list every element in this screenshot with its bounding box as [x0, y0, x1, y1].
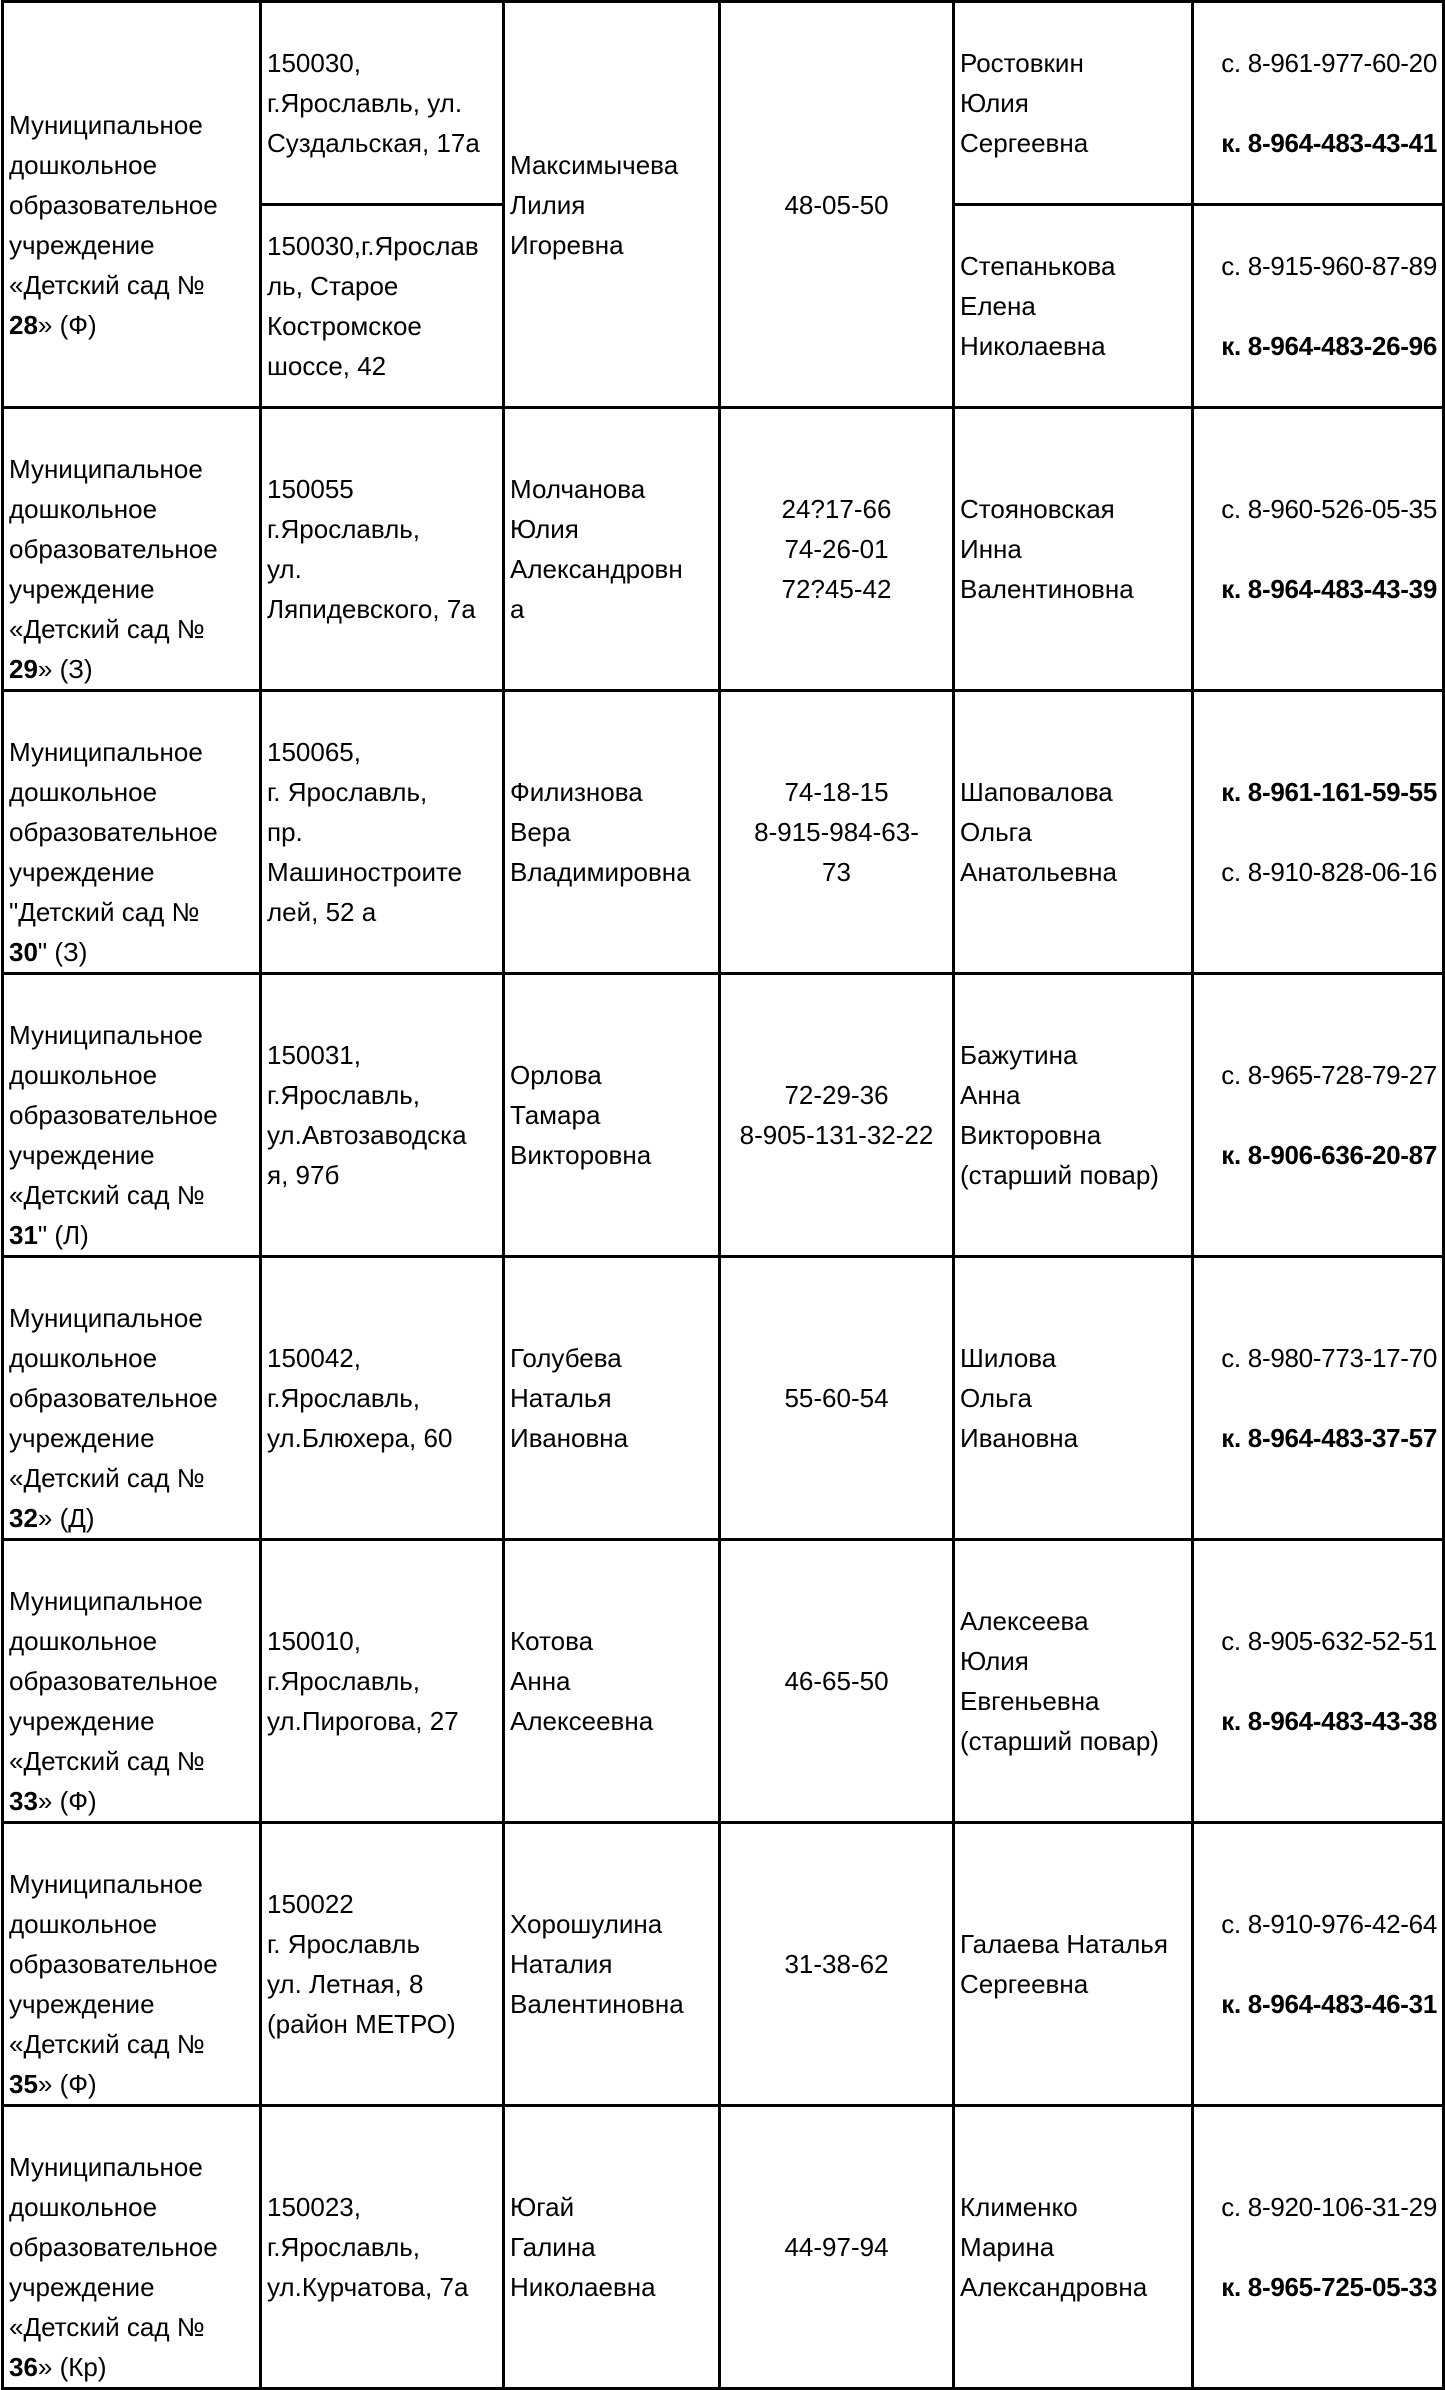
- table-row-33: [3, 1540, 1444, 1823]
- institution-name: Муниципальное дошкольное образовательное учреждение «Детский сад № 33» (Ф): [3, 1540, 261, 1823]
- table-row-31: [3, 974, 1444, 1257]
- address-cell: 150031, г.Ярославль, ул.Автозаводска я, 97б: [261, 974, 504, 1257]
- cook-name: Шаповалова Ольга Анатольевна: [954, 691, 1193, 974]
- phone-number: 55-60-54: [720, 1257, 954, 1540]
- mobile-numbers: с. 8-961-977-60-20 к. 8-964-483-43-41: [1193, 2, 1444, 205]
- phone-number: 74-18-15 8-915-984-63- 73: [720, 691, 954, 974]
- mobile-numbers: с. 8-915-960-87-89 к. 8-964-483-26-96: [1193, 205, 1444, 408]
- head-name: Филизнова Вера Владимировна: [504, 691, 720, 974]
- mobile-numbers: с. 8-980-773-17-70 к. 8-964-483-37-57: [1193, 1257, 1444, 1540]
- head-name: Югай Галина Николаевна: [504, 2106, 720, 2389]
- cook-name: Галаева Наталья Сергеевна: [954, 1823, 1193, 2106]
- institution-name: Муниципальное дошкольное образовательное учреждение «Детский сад № 29» (З): [3, 408, 261, 691]
- cook-name: Степанькова Елена Николаевна: [954, 205, 1193, 408]
- head-name: Орлова Тамара Викторовна: [504, 974, 720, 1257]
- head-name: Голубева Наталья Ивановна: [504, 1257, 720, 1540]
- address-cell: 150030, г.Ярославль, ул. Суздальская, 17а: [261, 2, 504, 205]
- phone-number: 24?17-66 74-26-01 72?45-42: [720, 408, 954, 691]
- mobile-numbers: с. 8-910-976-42-64 к. 8-964-483-46-31: [1193, 1823, 1444, 2106]
- cook-name: Стояновская Инна Валентиновна: [954, 408, 1193, 691]
- phone-number: 46-65-50: [720, 1540, 954, 1823]
- address-cell: 150023, г.Ярославль, ул.Курчатова, 7а: [261, 2106, 504, 2389]
- table-row-29: [3, 408, 1444, 691]
- mobile-numbers: с. 8-920-106-31-29 к. 8-965-725-05-33: [1193, 2106, 1444, 2389]
- address-cell: 150010, г.Ярославль, ул.Пирогова, 27: [261, 1540, 504, 1823]
- address-cell: 150042, г.Ярославль, ул.Блюхера, 60: [261, 1257, 504, 1540]
- cook-name: Клименко Марина Александровна: [954, 2106, 1193, 2389]
- address-cell: 150022 г. Ярославль ул. Летная, 8 (район МЕТРО): [261, 1823, 504, 2106]
- phone-number: 31-38-62: [720, 1823, 954, 2106]
- address-cell: 150065, г. Ярославль, пр. Машиностроите лей, 52 а: [261, 691, 504, 974]
- head-name: Хорошулина Наталия Валентиновна: [504, 1823, 720, 2106]
- institution-name: Муниципальное дошкольное образовательное учреждение «Детский сад № 35» (Ф): [3, 1823, 261, 2106]
- institution-name: Муниципальное дошкольное образовательное учреждение "Детский сад № 30" (З): [3, 691, 261, 974]
- address-cell: 150030,г.Ярослав ль, Старое Костромское шоссе, 42: [261, 205, 504, 408]
- cook-name: Алексеева Юлия Евгеньевна (старший повар): [954, 1540, 1193, 1823]
- head-name: Максимычева Лилия Игоревна: [504, 2, 720, 408]
- head-name: Котова Анна Алексеевна: [504, 1540, 720, 1823]
- institution-name: Муниципальное дошкольное образовательное учреждение «Детский сад № 28» (Ф): [3, 2, 261, 408]
- mobile-numbers: с. 8-960-526-05-35 к. 8-964-483-43-39: [1193, 408, 1444, 691]
- table-row-35: [3, 1823, 1444, 2106]
- phone-number: 48-05-50: [720, 2, 954, 408]
- cook-name: Ростовкин Юлия Сергеевна: [954, 2, 1193, 205]
- mobile-numbers: с. 8-905-632-52-51 к. 8-964-483-43-38: [1193, 1540, 1444, 1823]
- table-row-32: [3, 1257, 1444, 1540]
- table-row-28: [3, 2, 1444, 205]
- address-cell: 150055 г.Ярославль, ул. Ляпидевского, 7а: [261, 408, 504, 691]
- institution-name: Муниципальное дошкольное образовательное учреждение «Детский сад № 32» (Д): [3, 1257, 261, 1540]
- phone-number: 44-97-94: [720, 2106, 954, 2389]
- cook-name: Шилова Ольга Ивановна: [954, 1257, 1193, 1540]
- head-name: Молчанова Юлия Александровн а: [504, 408, 720, 691]
- mobile-numbers: к. 8-961-161-59-55 с. 8-910-828-06-16: [1193, 691, 1444, 974]
- cook-name: Бажутина Анна Викторовна (старший повар): [954, 974, 1193, 1257]
- kindergarten-contacts-table: [1, 0, 1445, 2390]
- mobile-numbers: с. 8-965-728-79-27 к. 8-906-636-20-87: [1193, 974, 1444, 1257]
- phone-number: 72-29-36 8-905-131-32-22: [720, 974, 954, 1257]
- table-row-30: [3, 691, 1444, 974]
- institution-name: Муниципальное дошкольное образовательное учреждение «Детский сад № 31" (Л): [3, 974, 261, 1257]
- institution-name: Муниципальное дошкольное образовательное учреждение «Детский сад № 36» (Кр): [3, 2106, 261, 2389]
- table-row-36: [3, 2106, 1444, 2389]
